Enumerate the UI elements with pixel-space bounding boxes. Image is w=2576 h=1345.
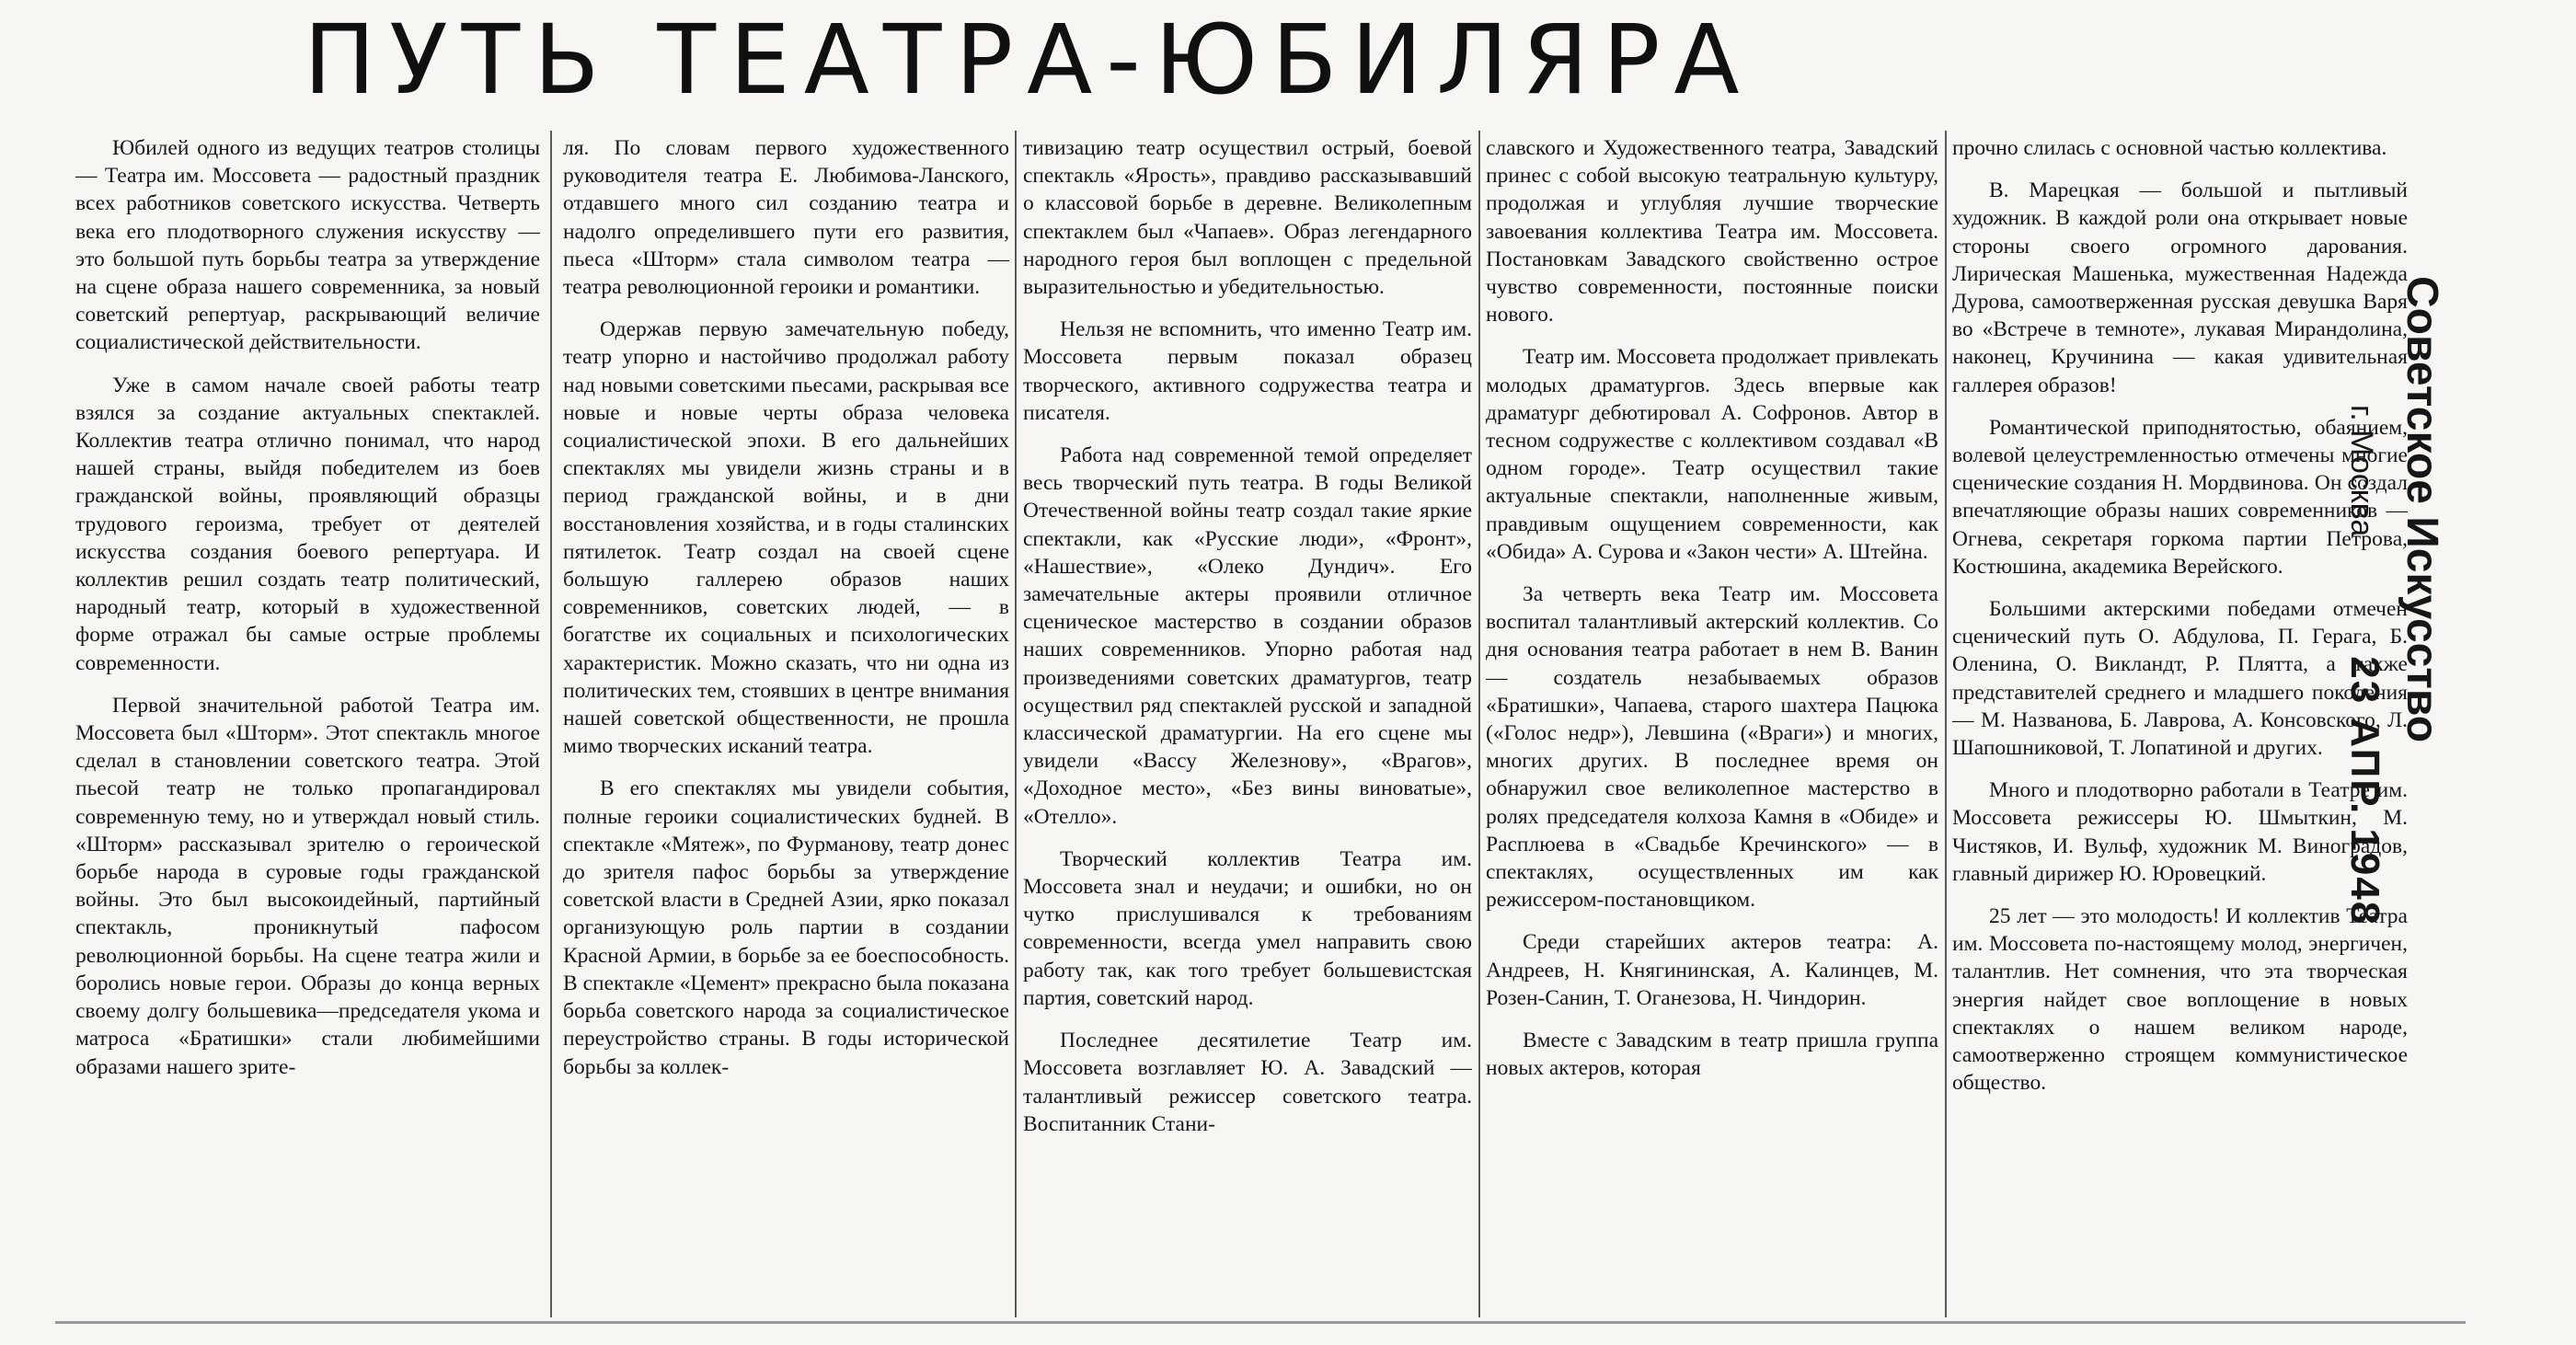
article-paragraph: ля. По словам первого художественного руководителя театра Е. Любимова-Ланского, отдавшего много сил созданию театра и надолго определившего пути его развития, пьеса «Шторм» стала символом театра — театра революционной героики и романтики. [563, 136, 1009, 300]
article-column-4 [1486, 134, 1938, 1308]
masthead-stamp [2318, 276, 2447, 1345]
column-rule [1015, 131, 1017, 1317]
article-paragraph: Юбилей одного из ведущих театров столицы — Театра им. Моссовета — радостный праздник всех работников советского искусства. Четверть века его плодотворного служения искусству — это большой путь борьбы театра за утверждение на сцене образа нашего современника, за новый советский репертуар, раскрывающий величие социалистической действительности. [75, 136, 540, 355]
article-paragraph: Работа над современной темой определяет весь творческий путь театра. В годы Великой Отечественной войны театр создал такие яркие спектакли, как «Русские люди», «Фронт», «Нашествие», «Олеко Дундич». Его замечательные актеры проявили отличное сценическое мастерство в создании образов наших современников. Упорно работая над произведениями советских драматургов, театр осуществил ряд спектаклей русской и западной классической драматургии. На его сцене мы увидели «Вассу Железнову», «Врагов», «Доходное место», «Без вины виноватые», «Отелло». [1023, 443, 1472, 829]
article-paragraph: прочно слилась с основной частью коллектива. [1952, 136, 2387, 160]
article-paragraph: Большими актерскими победами отмечен сценический путь О. Абдулова, П. Герага, Б. Оленина, О. Викландт, Р. Плятта, а также представителей среднего и младшего поколения — М. Названова, Б. Лаврова, А. Консовского, Л. Шапошниковой, Т. Лопатиной и других. [1952, 597, 2408, 761]
column-rule [550, 131, 552, 1317]
issue-date: 23 АПР. 1948 [2342, 656, 2387, 926]
article-paragraph: Много и плодотворно работали в Театре им. Моссовета режиссеры Ю. Шмыткин, М. Чистяков, И. Вульф, художник М. Виноградов, главный дирижер Ю. Юровецкий. [1952, 778, 2408, 886]
article-paragraph: За четверть века Театр им. Моссовета воспитал талантливый актерский коллектив. Со дня основания театра работает в нем В. Ванин — создатель незабываемых образов «Братишки», Чапаева, старого шахтера Пацюка («Голос недр»), Левшина («Враги») и многих, многих других. В последнее время он обнаружил свое великолепное мастерство в ролях председателя колхоза Камня в «Обиде» и Расплюева в «Свадьбе Кречинского» — в спектаклях, осуществленных им как режиссером-постановщиком. [1486, 582, 1938, 913]
article-paragraph: Одержав первую замечательную победу, театр упорно и настойчиво продолжал работу над новыми советскими пьесами, раскрывая все новые и новые черты образа человека социалистической эпохи. В его дальнейших спектаклях мы увидели жизнь страны и в период гражданской войны, и в дни восстановления хозяйства, и в годы сталинских пятилеток. Театр создал на своей сцене большую галлерею образов наших современников, советских людей, — в богатстве их социальных и психологических характеристик. Можно сказать, что ни одна из политических тем, стоявших в центре внимания нашей советской общественности, не прошла мимо творческих исканий театра. [563, 317, 1009, 759]
article-paragraph: Первой значительной работой Театра им. Моссовета был «Шторм». Этот спектакль многое сделал в становлении советского театра. Этой пьесой театр не только пропагандировал современную тему, но и утверждал новый стиль. «Шторм» рассказывал зрителю о героической борьбе народа в суровые годы гражданской войны. Это был высокоидейный, партийный спектакль, проникнутый пафосом революционной борьбы. На сцене театра жили и боролись новые герои. Образы до конца верных своему долгу большевика—председателя укома и матроса «Братишки» стали любимейшими образами нашего зрите- [75, 693, 540, 1079]
bottom-rule [55, 1321, 2466, 1324]
article-paragraph: 25 лет — это молодость! И коллектив Театра им. Моссовета по-настоящему молод, энергичен, талантлив. Нет сомнения, что эта творческая энергия найдет свое воплощение в новых спектаклях о нашем великом народе, самоотверженно строящем коммунистическое общество. [1952, 904, 2408, 1096]
article-paragraph: Творческий коллектив Театра им. Моссовета знал и неудачи; и ошибки, но он чутко прислушивался к требованиям современности, всегда умел направить свою работу так, как того требует большевистская партия, советский народ. [1023, 846, 1472, 1010]
article-paragraph: Уже в самом начале своей работы театр взялся за создание актуальных спектаклей. Коллектив театра отлично понимал, что народ нашей страны, выйдя победителем из боев гражданской войны, проявляющий образцы трудового героизма, требует от деятелей искусства создания боевого репертуара. И коллектив решил создать театр политический, народный театр, который в художественной форме отражал бы самые острые проблемы современности. [75, 373, 540, 675]
article-paragraph: Среди старейших актеров театра: А. Андреев, Н. Княгининская, А. Калинцев, М. Розен-Санин, Т. Оганезова, Н. Чиндорин. [1486, 930, 1938, 1010]
article-paragraph: В. Марецкая — большой и пытливый художник. В каждой роли она открывает новые стороны своего огромного дарования. Лирическая Машенька, мужественная Надежда Дурова, самоотверженная русская девушка Варя во «Встрече в темноте», лукавая Мирандолина, наконец, Кручинина — какая удивительная галлерея образов! [1952, 178, 2408, 397]
article-column-2 [563, 134, 1009, 1308]
article-paragraph: Вместе с Завадским в театр пришла группа новых актеров, которая [1486, 1029, 1938, 1081]
article-paragraph: Последнее десятилетие Театр им. Моссовета возглавляет Ю. А. Завадский — талантливый режиссер советского театра. Воспитанник Стани- [1023, 1029, 1472, 1136]
article-paragraph: славского и Художественного театра, Завадский принес с собой высокую театральную культуру, продолжая и углубляя лучшие творческие завоевания коллектива Театра им. Моссовета. Постановкам Завадского свойственно острое чувство современности, постоянные поиски нового. [1486, 136, 1938, 328]
column-rule [1945, 131, 1947, 1317]
article-paragraph: Романтической приподнятостью, обаянием, волевой целеустремленностью отмечены многие сценические создания Н. Мордвинова. Он создал впечатляющие образы наших современников — Огнева, секретаря горкома партии Петрова, Костюшина, академика Верейского. [1952, 415, 2408, 579]
city: г. Москва [2344, 405, 2379, 537]
article-paragraph: Нельзя не вспомнить, что именно Театр им. Моссовета первым показал образец творческого, активного содружества театра и писателя. [1023, 317, 1472, 425]
newspaper-name: Советское Искусство [2398, 276, 2446, 743]
article-column-3 [1023, 134, 1472, 1308]
article-paragraph: тивизацию театр осуществил острый, боевой спектакль «Ярость», правдиво рассказывавший о классовой борьбе в деревне. Великолепным спектаклем был «Чапаев». Образ легендарного народного героя был воплощен с предельной выразительностью и убедительностью. [1023, 136, 1472, 300]
article-column-1 [75, 134, 540, 1308]
column-rule [1478, 131, 1480, 1317]
headline: ПУТЬ ТЕАТРА-ЮБИЛЯРА [304, 4, 1754, 116]
article-paragraph: Театр им. Моссовета продолжает привлекать молодых драматургов. Здесь впервые как драматург дебютировал А. Софронов. Автор в тесном содружестве с коллективом создавал «В одном городе». Театр осуществил такие актуальные спектакли, наполненные живым, правдивым ощущением современности, как «Обида» А. Сурова и «Закон чести» А. Штейна. [1486, 345, 1938, 564]
article-paragraph: В его спектаклях мы увидели события, полные героики социалистических будней. В спектакле «Мятеж», по Фурманову, театр донес до зрителя пафос борьбы за утверждение советской власти в Средней Азии, ярко показал организующую роль партии в создании Красной Армии, в борьбе за ее боеспособность. В спектакле «Цемент» прекрасно была показана борьба советского народа за социалистическое переустройство страны. В годы исторической борьбы за коллек- [563, 776, 1009, 1079]
